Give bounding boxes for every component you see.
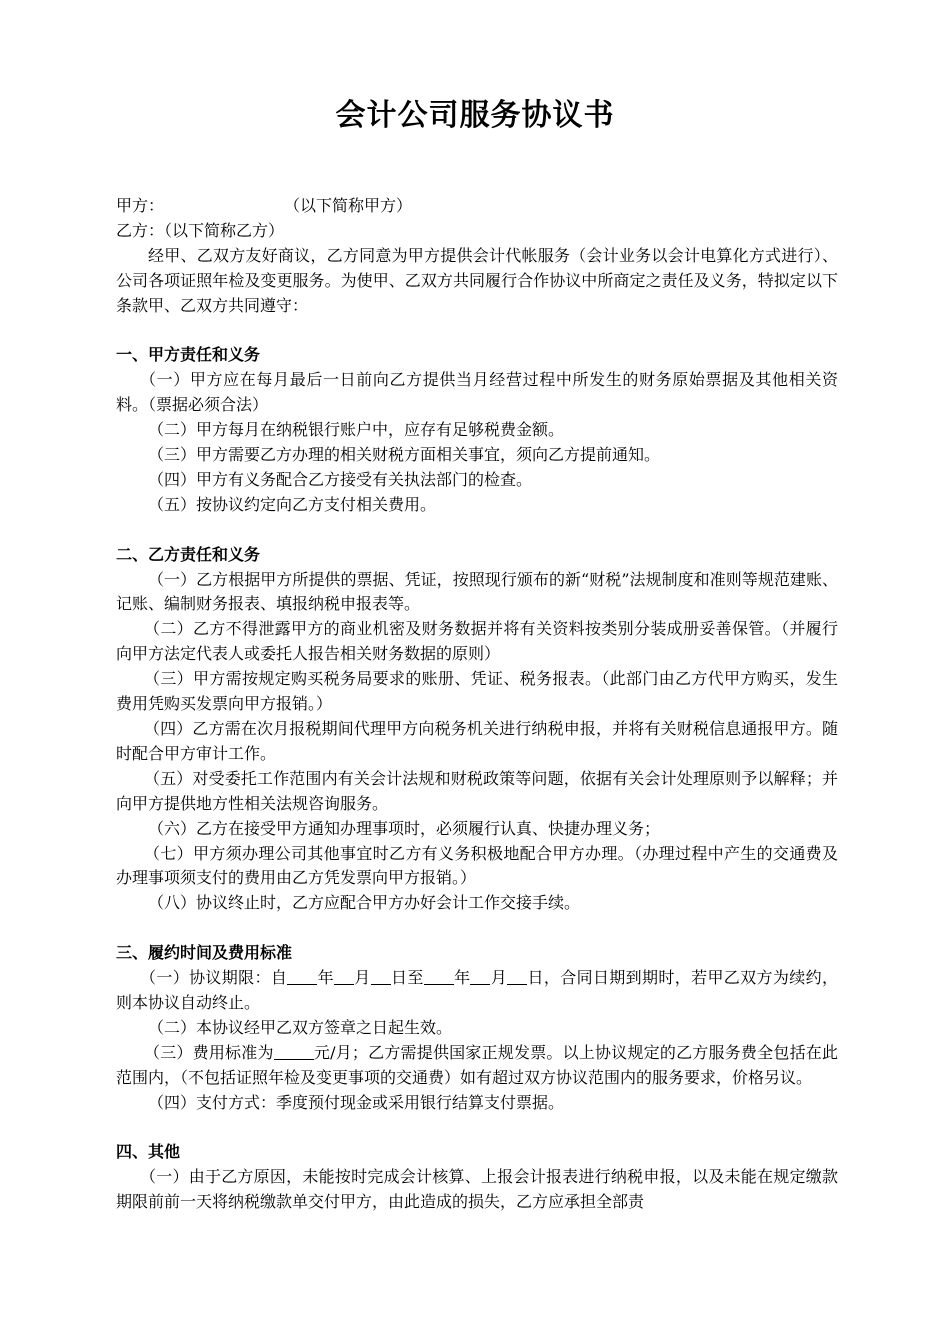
section-1-item: （一）甲方应在每月最后一日前向乙方提供当月经营过程中所发生的财务原始票据及其他相关资料。（票据必须合法） bbox=[116, 370, 838, 415]
blank-line bbox=[274, 1043, 314, 1060]
term-text: 年 bbox=[317, 968, 334, 988]
term-text: 日至 bbox=[390, 968, 424, 988]
blank-line bbox=[470, 968, 490, 985]
document-title: 会计公司服务协议书 bbox=[335, 98, 615, 133]
section-4-item: （一）由于乙方原因，未能按时完成会计核算、上报会计报表进行纳税申报，以及未能在规定缴款期限前前一天将纳税缴款单交付甲方，由此造成的损失，乙方应承担全部责 bbox=[116, 1167, 838, 1212]
section-1-item: （四）甲方有义务配合乙方接受有关执法部门的检查。 bbox=[148, 469, 533, 489]
section-2-item: （五）对受委托工作范围内有关会计法规和财税政策等问题，依据有关会计处理原则予以解释；并向甲方提供地方性相关法规咨询服务。 bbox=[116, 768, 838, 813]
section-2-item: （六）乙方在接受甲方通知办理事项时，必须履行认真、快捷办理义务； bbox=[148, 818, 661, 838]
party-a-line bbox=[116, 194, 838, 219]
section-2-item: （四）乙方需在次月报税期间代理甲方向税务机关进行纳税申报，并将有关财税信息通报甲方。随时配合甲方审计工作。 bbox=[116, 719, 838, 763]
blank-line bbox=[371, 968, 391, 985]
fee-text: 元/月；乙方需提供国家正规发票。以上协议规定的乙方服务费全包括在此范围内，（不包括证照年检及变更事项的交通费）如有超过双方协议范围内的服务要求，价格另议。 bbox=[116, 1042, 838, 1087]
section-2-item: （七）甲方须办理公司其他事宜时乙方有义务积极地配合甲方办理。（办理过程中产生的交通费及办理事项须支付的费用由乙方凭发票向甲方报销。） bbox=[116, 843, 838, 888]
section-1-item: （五）按协议约定向乙方支付相关费用。 bbox=[148, 494, 437, 514]
section-1-item: （二）甲方每月在纳税银行账户中，应存有足够税费金额。 bbox=[148, 420, 565, 440]
section-1-heading: 一、甲方责任和义务 bbox=[116, 345, 261, 365]
blank-line bbox=[334, 968, 354, 985]
fee-text: （三）费用标准为 bbox=[144, 1042, 274, 1062]
term-text: 月 bbox=[490, 968, 508, 988]
term-text: 月 bbox=[353, 968, 371, 988]
section-2-item: （八）协议终止时，乙方应配合甲方办好会计工作交接手续。 bbox=[148, 893, 581, 913]
party-a-suffix: （以下简称甲方） bbox=[284, 196, 413, 215]
section-3-term bbox=[116, 966, 838, 1016]
section-2-item: （三）甲方需按规定购买税务局要求的账册、凭证、税务报表。（此部门由乙方代甲方购买，发生费用凭购买发票向甲方报销。） bbox=[116, 669, 838, 714]
section-2-heading: 二、乙方责任和义务 bbox=[116, 544, 261, 564]
section-3-fee bbox=[116, 1041, 838, 1091]
term-text: （一）协议期限：自 bbox=[140, 968, 288, 988]
document-body bbox=[116, 194, 838, 1215]
blank-line bbox=[424, 968, 454, 985]
section-1-item: （三）甲方需要乙方办理的相关财税方面相关事宜，须向乙方提前通知。 bbox=[148, 445, 661, 465]
section-3-item: （二）本协议经甲乙双方签章之日起生效。 bbox=[148, 1017, 453, 1037]
section-3-item: （四）支付方式：季度预付现金或采用银行结算支付票据。 bbox=[148, 1092, 565, 1112]
section-2-item: （一）乙方根据甲方所提供的票据、凭证，按照现行颁布的新“财税”法规制度和准则等规范建账、记账、编制财务报表、填报纳税申报表等。 bbox=[116, 569, 838, 614]
party-b-line: 乙方：（以下简称乙方） bbox=[116, 220, 285, 240]
section-3-heading: 三、履约时间及费用标准 bbox=[116, 943, 293, 963]
blank-line bbox=[287, 968, 317, 985]
term-text: 日，合同日期到期时，若甲乙双方为续约，则本协议自动终止。 bbox=[116, 968, 838, 1012]
intro-paragraph: 经甲、乙双方友好商议，乙方同意为甲方提供会计代帐服务（会计业务以会计电算化方式进行）、公司各项证照年检及变更服务。为使甲、乙双方共同履行合作协议中所商定之责任及义务，特拟定以下条款甲、乙双方共同遵守： bbox=[116, 245, 838, 315]
blank-line bbox=[507, 968, 527, 985]
section-2-item: （二）乙方不得泄露甲方的商业机密及财务数据并将有关资料按类别分装成册妥善保管。（并履行向甲方法定代表人或委托人报告相关财务数据的原则） bbox=[116, 619, 838, 664]
section-4-heading: 四、其他 bbox=[116, 1142, 181, 1162]
term-text: 年 bbox=[453, 968, 471, 988]
party-a-label: 甲方： bbox=[116, 196, 165, 215]
